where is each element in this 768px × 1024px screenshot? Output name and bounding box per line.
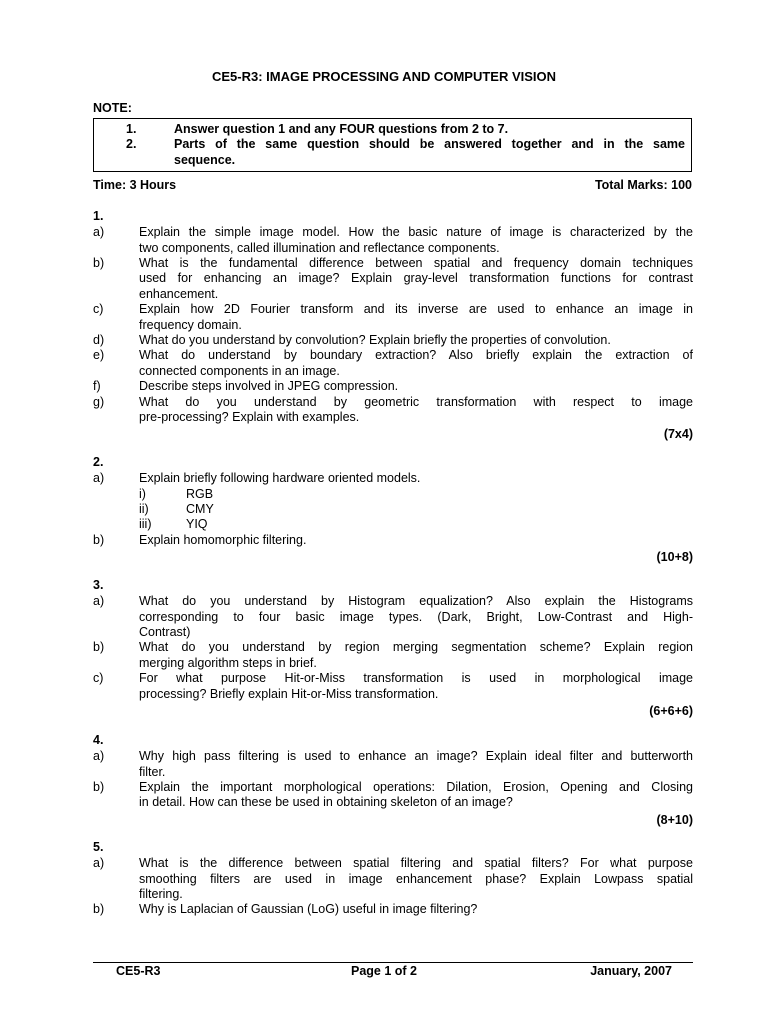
note-number: 1. (126, 122, 137, 136)
question-part (93, 379, 693, 394)
exam-time: Time: 3 Hours (93, 178, 177, 192)
sub-item-label: iii) (139, 517, 152, 532)
part-label: a) (93, 749, 105, 764)
sub-item-text: CMY (186, 502, 214, 516)
part-text (139, 225, 693, 256)
part-label: b) (93, 256, 105, 270)
part-text-line: Contrast) (139, 625, 191, 639)
part-text (139, 856, 693, 902)
question-marks: (10+8) (656, 550, 693, 565)
question-part (93, 856, 693, 902)
part-text-line: Explain the important morphological operations: Dilation, Erosion, Opening and Closing (139, 780, 693, 794)
sub-item-label: ii) (139, 502, 149, 516)
question-number: 1. (93, 209, 104, 223)
part-text (139, 379, 693, 394)
part-label: c) (93, 302, 104, 317)
footer-page-number: Page 1 of 2 (351, 964, 417, 978)
part-text (139, 471, 693, 486)
note-item (94, 122, 693, 137)
sub-item-label: i) (139, 486, 146, 501)
part-text-line: enhancement. (139, 286, 219, 301)
part-text (139, 533, 693, 548)
part-text (139, 780, 693, 811)
part-label: d) (93, 333, 105, 347)
part-text-line: Explain how 2D Fourier transform and its inverse are used to enhance an image in (139, 302, 693, 317)
note-text-line: Answer question 1 and any FOUR questions from 2 to 7. (174, 122, 509, 136)
part-text-line: filtering. (139, 887, 183, 901)
part-text-line: filter. (139, 764, 166, 779)
part-text-line: Describe steps involved in JPEG compression. (139, 379, 399, 394)
question-number: 4. (93, 733, 104, 747)
part-label: a) (93, 856, 105, 871)
question-part (93, 749, 693, 780)
part-text (139, 395, 693, 426)
part-text-line: What is the fundamental difference between spatial and frequency domain techniques (139, 256, 693, 270)
question-number: 2. (93, 455, 104, 469)
note-box (93, 118, 692, 172)
question-part (93, 471, 693, 486)
part-text-line: used for enhancing an image? Explain gray-level transformation functions for contrast (139, 271, 693, 286)
part-text-line: merging algorithm steps in brief. (139, 655, 317, 670)
part-text-line: Explain homomorphic filtering. (139, 532, 307, 547)
part-text-line: connected components in an image. (139, 363, 340, 378)
part-text-line: What do you understand by region merging segmentation scheme? Explain region (139, 640, 693, 655)
note-text (174, 122, 685, 137)
part-label: b) (93, 780, 105, 794)
part-text-line: two components, called illumination and reflectance components. (139, 240, 500, 255)
part-label: c) (93, 671, 104, 686)
part-text (139, 333, 693, 348)
question-part (93, 395, 693, 426)
part-label: b) (93, 640, 105, 655)
part-text-line: Why is Laplacian of Gaussian (LoG) useful in image filtering? (139, 902, 478, 917)
question-marks: (8+10) (656, 812, 693, 827)
part-text (139, 348, 693, 379)
question-part (93, 594, 693, 640)
note-text-line: sequence. (174, 152, 236, 167)
question-part (93, 348, 693, 379)
part-text-line: For what purpose Hit-or-Miss transformation is used in morphological image (139, 671, 693, 686)
question-part (93, 533, 693, 548)
part-text-line: What do you understand by convolution? Explain briefly the properties of convolution. (139, 333, 611, 347)
part-text-line: Explain the simple image model. How the basic nature of image is characterized by the (139, 225, 693, 240)
question-part (93, 902, 693, 917)
part-text (139, 256, 693, 302)
part-text (139, 749, 693, 780)
part-text-line: What is the difference between spatial filtering and spatial filters? For what purpose (139, 856, 693, 871)
question-part (93, 780, 693, 811)
footer-divider (93, 962, 693, 963)
note-item (94, 137, 693, 168)
footer-code: CE5-R3 (116, 964, 161, 978)
part-label: b) (93, 902, 105, 917)
part-label: g) (93, 394, 105, 409)
question-part (93, 671, 693, 702)
part-label: a) (93, 594, 105, 609)
question-marks: (7x4) (663, 427, 693, 442)
question-part (93, 225, 693, 256)
part-text-line: smoothing filters are used in image enhancement phase? Explain Lowpass spatial (139, 871, 693, 886)
part-text-line: pre-processing? Explain with examples. (139, 410, 360, 424)
part-text (139, 302, 693, 333)
question-number: 3. (93, 578, 104, 592)
question-part (93, 256, 693, 302)
question-number: 5. (93, 840, 104, 854)
question-marks: (6+6+6) (649, 704, 693, 718)
footer-date: January, 2007 (590, 964, 672, 978)
part-text-line: frequency domain. (139, 317, 242, 332)
part-label: e) (93, 348, 105, 363)
part-text-line: corresponding to four basic image types. (Dark, Bright, Low-Contrast and High- (139, 609, 693, 624)
part-label: b) (93, 532, 105, 547)
sub-item-text: YIQ (186, 517, 208, 532)
note-text-line: Parts of the same question should be answered together and in the same (174, 137, 685, 152)
part-label: a) (93, 225, 105, 240)
part-text-line: Why high pass filtering is used to enhance an image? Explain ideal filter and butterworth (139, 749, 693, 764)
question-part (93, 333, 693, 348)
part-text (139, 902, 693, 917)
part-label: f) (93, 379, 101, 394)
note-text (174, 137, 685, 168)
question-part (93, 302, 693, 333)
page-title: CE5-R3: IMAGE PROCESSING AND COMPUTER VISION (211, 69, 557, 84)
total-marks: Total Marks: 100 (594, 178, 692, 192)
note-number: 2. (126, 137, 137, 152)
part-label: a) (93, 471, 105, 486)
part-text-line: What do you understand by geometric transformation with respect to image (139, 394, 693, 409)
part-text-line: processing? Briefly explain Hit-or-Miss transformation. (139, 686, 439, 701)
sub-item-text: RGB (186, 486, 214, 501)
part-text-line: What do understand by boundary extraction? Also briefly explain the extraction of (139, 348, 693, 363)
part-text-line: Explain briefly following hardware oriented models. (139, 471, 421, 486)
part-text-line: What do you understand by Histogram equalization? Also explain the Histograms (139, 594, 693, 609)
part-text (139, 671, 693, 702)
note-label: NOTE: (93, 101, 132, 115)
part-text (139, 594, 693, 640)
question-part (93, 640, 693, 671)
part-text (139, 640, 693, 671)
part-text-line: in detail. How can these be used in obtaining skeleton of an image? (139, 795, 513, 810)
